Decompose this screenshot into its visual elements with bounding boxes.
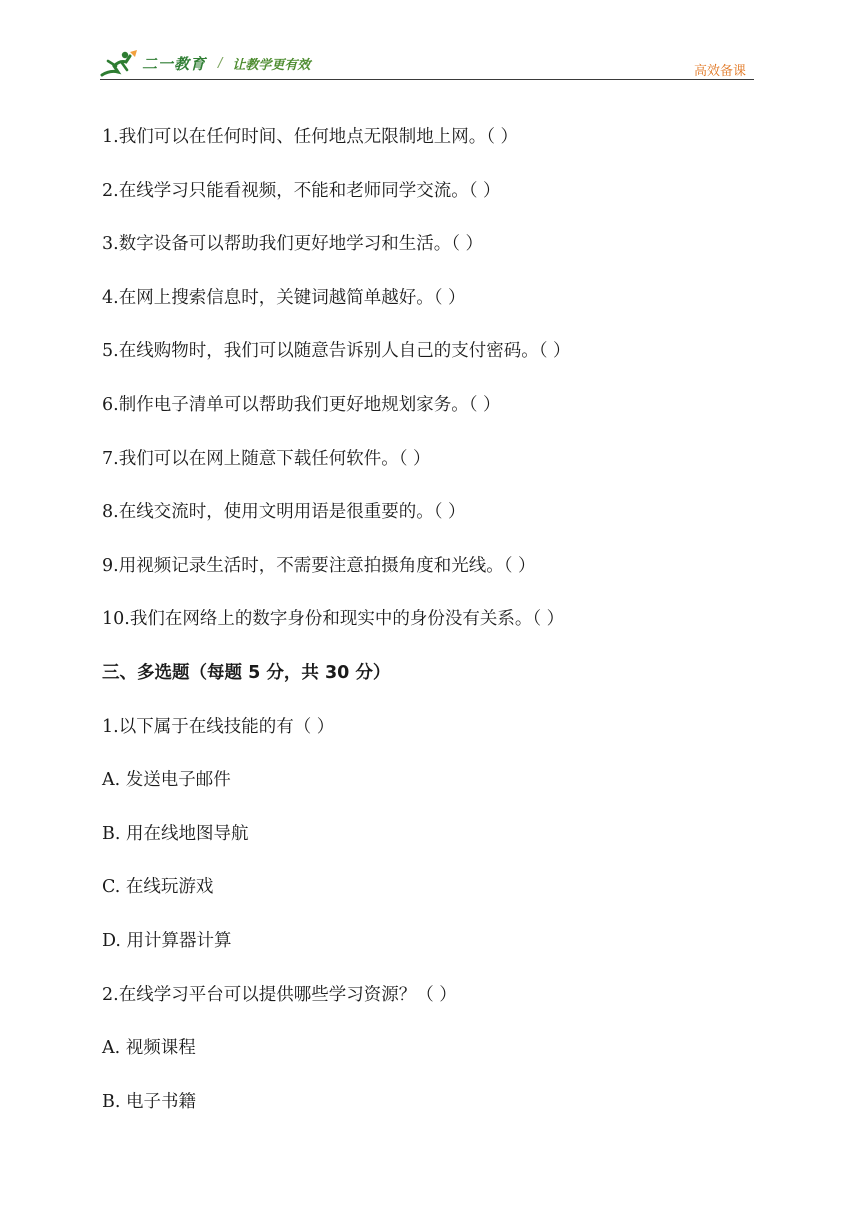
true-false-question-5: 5.在线购物时，我们可以随意告诉别人自己的支付密码。（ ） [102,341,571,362]
header-divider [100,79,754,80]
option-b: B. 电子书籍 [102,1091,196,1112]
header-tagline: 高效备课 [693,64,746,79]
header-separator: / [218,55,223,71]
multiple-choice-question-1: 1.以下属于在线技能的有（ ） [102,716,335,737]
option-a: A. 视频课程 [102,1038,196,1059]
multiple-choice-question-2: 2.在线学习平台可以提供哪些学习资源？（ ） [102,984,457,1005]
option-b: B. 用在线地图导航 [102,823,249,844]
brand-slogan: 让教学更有效 [232,57,311,73]
section-heading-multiple-choice: 三、多选题（每题 5 分，共 30 分） [102,662,391,683]
true-false-question-1: 1.我们可以在任何时间、任何地点无限制地上网。（ ） [102,127,519,147]
true-false-question-3: 3.数字设备可以帮助我们更好地学习和生活。（ ） [102,234,484,255]
document-body [102,124,762,1142]
option-a: A. 发送电子邮件 [102,770,231,791]
true-false-question-4: 4.在网上搜索信息时，关键词越简单越好。（ ） [102,287,466,308]
true-false-question-9: 9.用视频记录生活时，不需要注意拍摄角度和光线。（ ） [102,555,536,576]
brand-name: 二一教育 [142,54,207,73]
true-false-question-8: 8.在线交流时，使用文明用语是很重要的。（ ） [102,502,466,523]
option-d: D. 用计算器计算 [102,930,232,951]
true-false-question-7: 7.我们可以在网上随意下载任何软件。（ ） [102,448,431,469]
page-header [100,46,754,80]
running-figure-logo-icon [100,48,140,78]
logo [100,46,310,80]
option-c: C. 在线玩游戏 [102,877,214,898]
true-false-question-2: 2.在线学习只能看视频，不能和老师同学交流。（ ） [102,180,501,201]
true-false-question-10: 10.我们在网络上的数字身份和现实中的身份没有关系。（ ） [102,609,565,630]
true-false-question-6: 6.制作电子清单可以帮助我们更好地规划家务。（ ） [102,394,501,415]
